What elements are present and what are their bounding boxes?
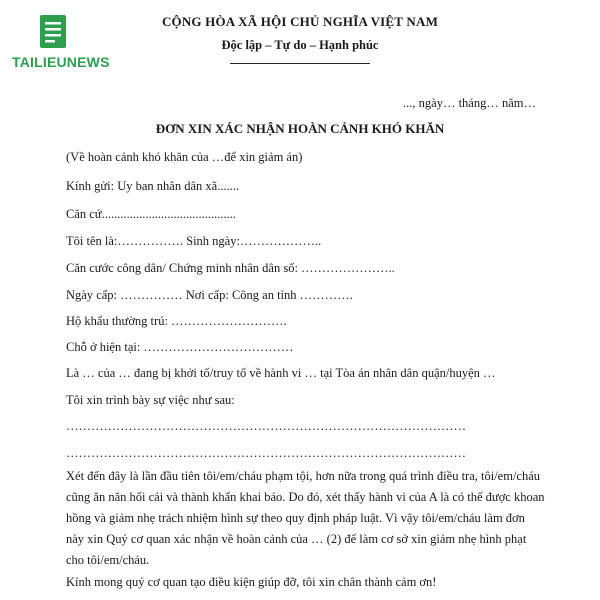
tailieunews-logo: [12, 12, 110, 70]
case-line: Là … của … đang bị khởi tố/truy tố về hành vi … tại Tòa án nhân dân quận/huyện …: [66, 366, 496, 380]
body-paragraph: Xét đến đây là lần đầu tiên tôi/em/cháu phạm tội, hơn nữa trong quá trình điều tra, tôi/em/cháu cũng ăn năn hối cải và thành khẩn khai báo. Do đó, xét thấy hành vi của A là có thể được khoan hồng và giảm nhẹ trách nhiệm hình sự theo quy định pháp luật. Vì vậy tôi/em/cháu làm đơn này xin Quý cơ quan xác nhận về hoàn cảnh của … (2) để làm cơ sở xin giảm nhẹ hình phạt cho tôi/em/cháu.: [66, 469, 545, 567]
national-title: CỘNG HÒA XÃ HỘI CHỦ NGHĨA VIỆT NAM: [161, 14, 439, 29]
issue-line: Ngày cấp: …………… Nơi cấp: Công an tỉnh ………….: [66, 288, 353, 302]
addressee-line: Kính gửi: Uy ban nhân dân xã.......: [66, 179, 240, 193]
id-number-line: Căn cước công dân/ Chứng minh nhân dân số: …………………..: [66, 261, 395, 275]
name-birth-line: Tôi tên là:……………. Sinh ngày:………………..: [66, 234, 322, 248]
document-icon: [34, 12, 74, 52]
basis-line: Căn cứ...........................................: [66, 207, 236, 221]
present-line: Tôi xin trình bày sự việc như sau:: [66, 393, 235, 407]
document-header: [150, 14, 450, 64]
national-motto: Độc lập – Tự do – Hạnh phúc: [221, 38, 379, 52]
document-title: ĐƠN XIN XÁC NHẬN HOÀN CẢNH KHÓ KHĂN: [155, 121, 445, 136]
household-line: Hộ khẩu thường trú: ……………………….: [66, 314, 287, 328]
dotted-line: ……………………………………………………………………………………: [66, 419, 466, 433]
date-line: ..., ngày… tháng… năm…: [403, 96, 536, 110]
dotted-line: ……………………………………………………………………………………: [66, 446, 466, 460]
closing-line: Kính mong quý cơ quan tạo điều kiện giúp đỡ, tôi xin chân thành cảm ơn!: [66, 575, 437, 589]
logo-text: TAILIEUNEWS: [12, 54, 110, 70]
document-subtitle: (Về hoàn cảnh khó khăn của …để xin giảm án): [66, 150, 303, 164]
header-divider: [230, 63, 370, 64]
residence-line: Chỗ ở hiện tại: ………………………………: [66, 340, 294, 354]
